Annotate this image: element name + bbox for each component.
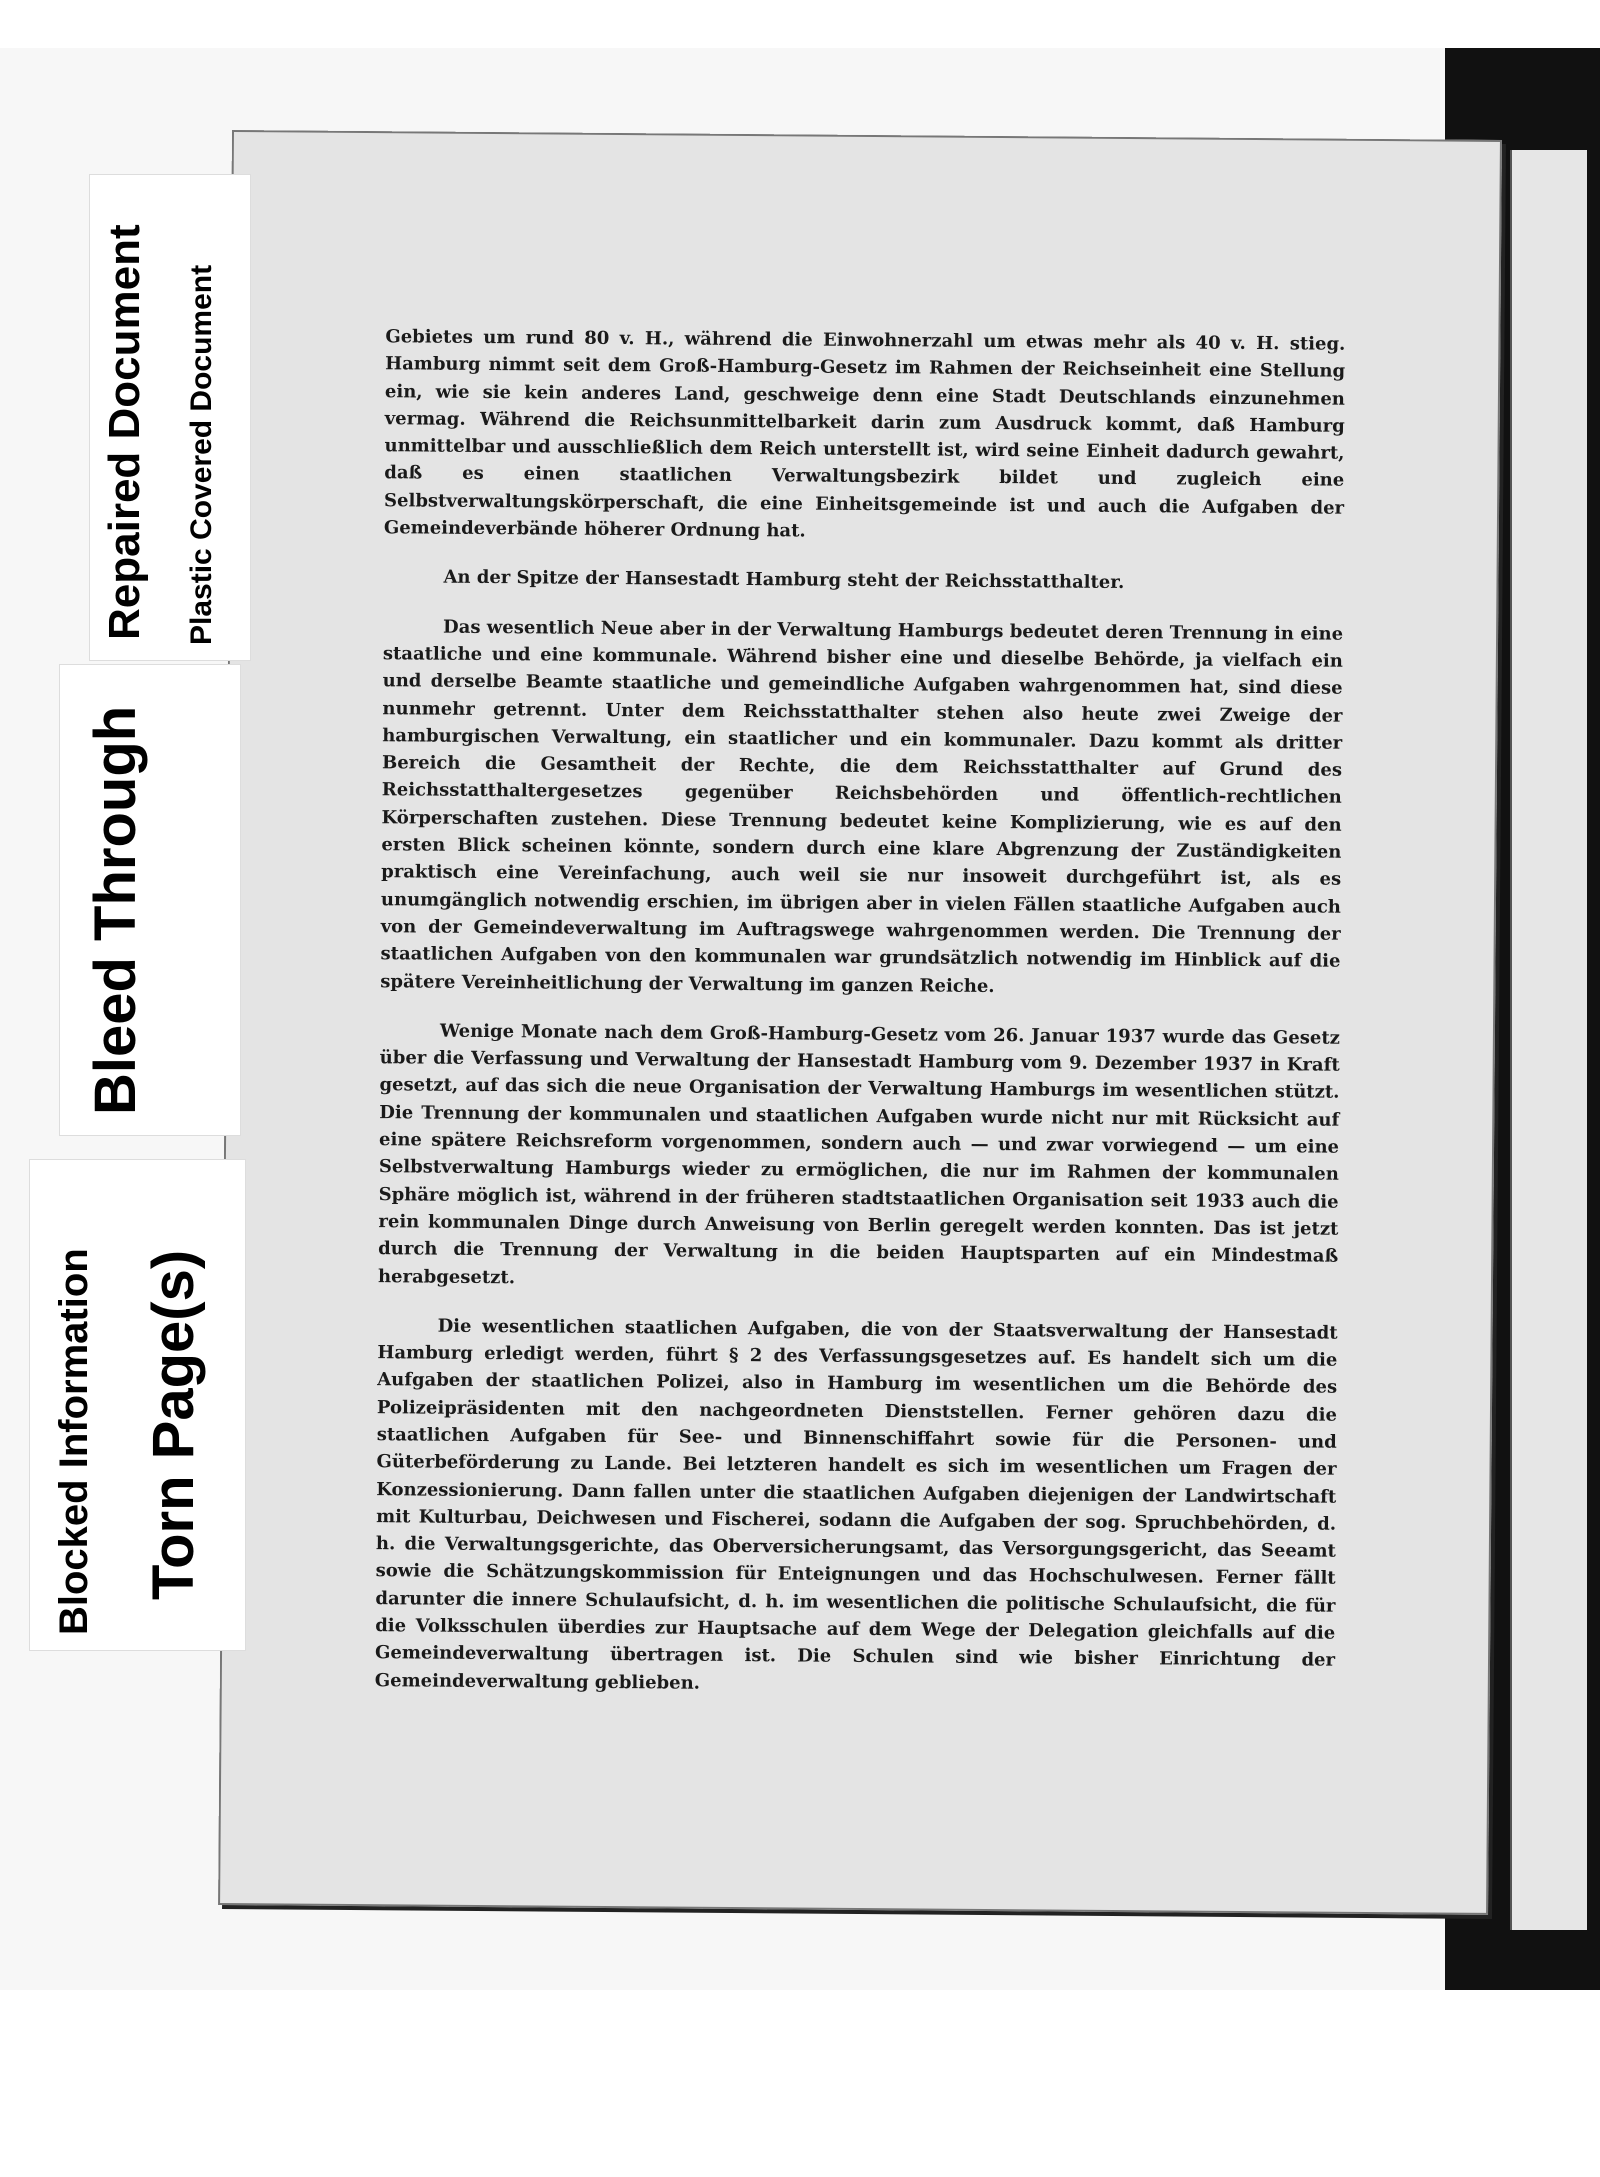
label-blocked-information: Blocked Information	[52, 1248, 96, 1635]
label-torn-pages: Torn Page(s)	[141, 1249, 206, 1600]
label-box-bleed	[60, 665, 240, 1135]
paragraph-1: Gebietes um rund 80 v. H., während die Einwohnerzahl um etwas mehr als 40 v. H. stieg. Hamburg nimmt seit dem Groß-Hamburg-Gesetz im Rahmen der Reichseinheit eine Stellung ein, wie sie kein anderes Land, geschweige denn eine Stadt Deutschlands einzunehmen vermag. Während die Reichsunmittelbarkeit darin zum Ausdruck kommt, daß Hamburg unmittelbar und ausschließlich dem Reich unterstellt ist, wird seine Einheit dadurch gewahrt, daß es einen staatlichen Verwaltungsbezirk bildet und zugleich eine Selbstverwaltungskörperschaft, die eine Einheitsgemeinde ist und auch die Aufgaben der Gemeindeverbände höherer Ordnung hat.	[383, 326, 1346, 542]
paragraph-4: Wenige Monate nach dem Groß-Hamburg-Gesetz vom 26. Januar 1937 wurde das Gesetz über die Verfassung und Verwaltung der Hansestadt Hamburg vom 9. Dezember 1937 in Kraft gesetzt, auf das sich die neue Organisation der Verwaltung Hamburgs im wesentlichen stützt. Die Trennung der kommunalen und staatlichen Aufgaben wurde nicht nur mit Rücksicht auf eine spätere Reichsreform vorgenommen, sondern auch — und zwar vorwiegend — um eine Selbstverwaltung Hamburgs wieder zu ermöglichen, die nur im Rahmen der kommunalen Sphäre möglich ist, während in der früheren stadtstaatlichen Organisation seit 1933 auch die rein kommunalen Dinge durch Anweisung von Berlin geregelt werden konnten. Das ist jetzt durch die Trennung der Verwaltung in die beiden Hauptsparten auf ein Mindestmaß herabgesetzt.	[377, 1020, 1340, 1288]
label-box-blocked	[30, 1160, 245, 1650]
paragraph-3: Das wesentlich Neue aber in der Verwaltung Hamburgs bedeutet deren Trennung in eine staatliche und eine kommunale. Während bisher eine und dieselbe Behörde, ja vielfach ein und derselbe Beamte staatliche und gemeindliche Aufgaben wahrgenommen hat, sind diese nunmehr getrennt. Unter dem Reichsstatthalter stehen also heute zwei Zweige der hamburgischen Verwaltung, ein staatlicher und ein kommunaler. Dazu kommt als dritter Bereich die Gesamtheit der Rechte, die dem Reichsstatthalter auf Grund des Reichsstatthaltergesetzes gegenüber Reichsbehörden und öffentlich-rechtlichen Körperschaften zustehen. Diese Trennung bedeutet keine Komplizierung, wie es auf den ersten Blick scheinen könnte, sondern durch eine klare Abgrenzung der Zuständigkeiten praktisch eine Vereinfachung, auch weil sie nur insoweit durchgeführt ist, als es unumgänglich notwendig erschien, im übrigen aber in vielen Fällen staatliche Aufgaben auch von der Gemeindeverwaltung im Auftragswege wahrgenommen werden. Die Trennung der staatlichen Aufgaben von den kommunalen war grundsätzlich notwendig im Hinblick auf die spätere Vereinheitlichung der Verwaltung im ganzen Reiche.	[380, 616, 1344, 997]
label-repaired-document: Repaired Document	[100, 224, 149, 640]
paragraph-5: Die wesentlichen staatlichen Aufgaben, die von der Staatsverwaltung der Hansestadt Hamburg erledigt werden, führt § 2 des Verfassungsgesetzes auf. Es handelt sich um die Aufgaben der staatlichen Polizei, also in Hamburg im wesentlichen um die Behörde des Polizeipräsidenten mit den nachgeordneten Dienststellen. Ferner gehören dazu die staatlichen Aufgaben für See- und Binnenschiffahrt sowie für die Personen- und Güterbeförderung zu Lande. Bei letzteren handelt es sich im wesentlichen um Fragen der Konzessionierung. Dann fallen unter die staatlichen Aufgaben diejenigen der Landwirtschaft mit Kulturbau, Deichwesen und Fischerei, sodann die Aufgaben der sog. Spruchbehörden, d. h. die Verwaltungsgerichte, das Oberversicherungsamt, das Versorgungsgericht, das Seeamt sowie die Schätzungskommission für Enteignungen und das Hochschulwesen. Ferner fällt darunter die innere Schulaufsicht, d. h. im wesentlichen die politische Schulaufsicht, die für die Volksschulen überdies zur Hauptsache auf dem Wege der Delegation gleichfalls auf die Gemeindeverwaltung übertragen ist. Die Schulen sind wie bisher Einrichtung der Gemeindeverwaltung geblieben.	[374, 1315, 1338, 1694]
document-page	[218, 130, 1502, 1915]
document-text	[375, 323, 1346, 1723]
label-box-repaired	[90, 175, 250, 660]
adjacent-page-edge	[1510, 150, 1587, 1930]
label-plastic-covered-document: Plastic Covered Document	[185, 264, 218, 645]
paragraph-2: An der Spitze der Hansestadt Hamburg steht der Reichsstatthalter.	[443, 567, 1125, 594]
label-bleed-through: Bleed Through	[83, 705, 148, 1115]
